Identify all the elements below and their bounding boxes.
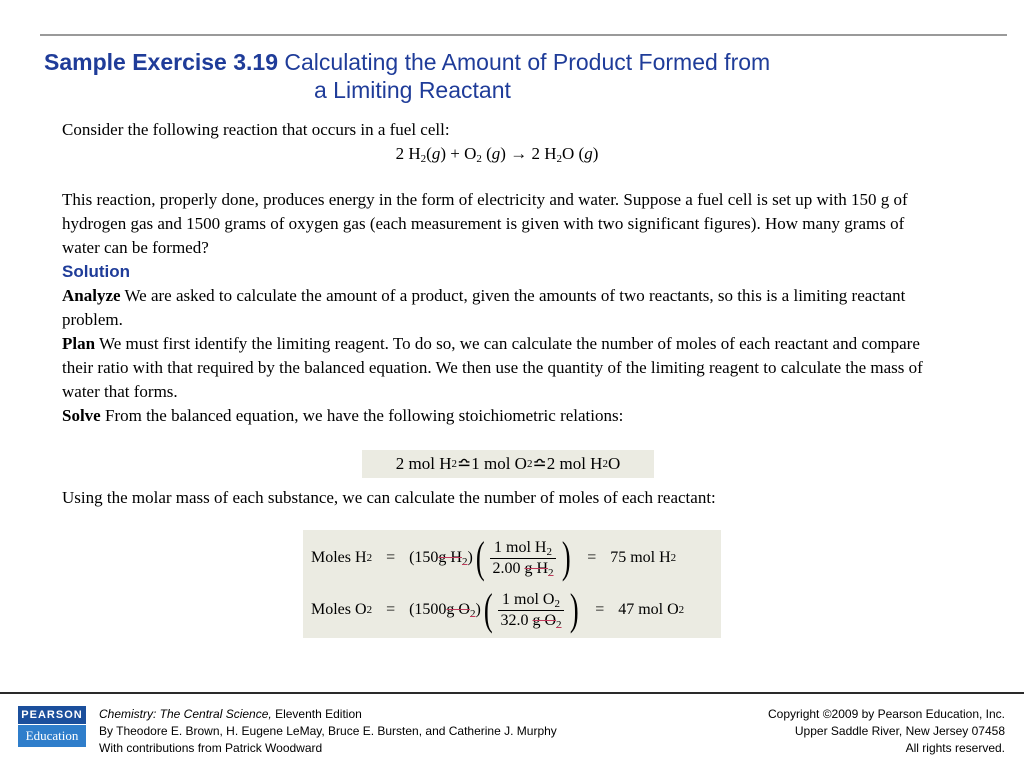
top-rule bbox=[40, 34, 1007, 36]
stoichiometric-relations-box: 2 mol H 2 ≏ 1 mol O 2 ≏ 2 mol H 2 O bbox=[362, 450, 654, 478]
exercise-label: Sample Exercise 3.19 bbox=[44, 49, 278, 75]
moles-h2-result: 75 mol H bbox=[610, 549, 671, 566]
title-line-2: a Limiting Reactant bbox=[314, 77, 511, 103]
solve-label: Solve bbox=[62, 406, 101, 425]
moles-h2-row: Moles H 2 = (150 g $H_2$ ) ( $\frac{1 mol H_2}{2.00 g H_2}$ ) = 75 mol H 2 bbox=[311, 533, 677, 582]
book-title: Chemistry: The Central Science, bbox=[99, 707, 272, 721]
solution-heading: Solution bbox=[62, 262, 130, 281]
plan-label: Plan bbox=[62, 334, 96, 353]
slide-body bbox=[62, 118, 932, 428]
analyze-paragraph: Analyze We are asked to calculate the amount of a product, given the amounts of two reactants, so this is a limiting reactant problem. bbox=[62, 286, 906, 329]
contributions: With contributions from Patrick Woodward bbox=[99, 741, 323, 755]
problem-text: This reaction, properly done, produces energy in the form of electricity and water. Suppose a fuel cell is set up with 150 g of hydrogen gas and 1500 grams of oxygen gas (each measurement is given with two significant figures). How many grams of water can be formed? bbox=[62, 190, 908, 257]
moles-o2-row: Moles O 2 = (1500 g $O_2$ ) ( $\frac{1 mol O_2}{32.0 g O_2}$ ) = 47 mol O 2 bbox=[311, 585, 685, 634]
reaction-equation: 2 $H_2(g) + O_2$ (g) → 2 $H_2O$ (g) bbox=[395, 144, 599, 165]
mole-calculation-box bbox=[303, 530, 721, 638]
title-line-1: Calculating the Amount of Product Formed from bbox=[284, 49, 771, 75]
copyright-notice: Copyright ©2009 by Pearson Education, Inc. Upper Saddle River, New Jersey 07458 All rights reserved. bbox=[768, 707, 1005, 755]
molar-mass-text: Using the molar mass of each substance, we can calculate the number of moles of each reactant: bbox=[62, 488, 716, 507]
book-credit: Chemistry: The Central Science, Eleventh Edition By Theodore E. Brown, H. Eugene LeMay, Bruce E. Bursten, and Catherine J. Murphy With contributions from Patrick Woodward bbox=[99, 707, 557, 755]
solve-paragraph: Solve From the balanced equation, we have the following stoichiometric relations: bbox=[62, 406, 624, 425]
conversion-fraction-o2: $\frac{1 mol O_2}{32.0 g O_2}$ bbox=[496, 591, 565, 630]
moles-o2-result: 47 mol O bbox=[618, 601, 679, 618]
slide-title bbox=[44, 48, 944, 104]
problem-intro: Consider the following reaction that occurs in a fuel cell: bbox=[62, 120, 450, 139]
footer-rule bbox=[0, 692, 1024, 694]
plan-paragraph: Plan We must first identify the limiting reagent. To do so, we can calculate the number of moles of each reactant and compare their ratio with that required by the balanced equation. We then use the quantity of the limiting reagent to calculate the mass of water that forms. bbox=[62, 334, 923, 401]
pearson-education-logo: PEARSON Education bbox=[18, 706, 86, 746]
analyze-label: Analyze bbox=[62, 286, 121, 305]
conversion-fraction-h2: $\frac{1 mol H_2}{2.00 g H_2}$ bbox=[488, 539, 557, 578]
authors: By Theodore E. Brown, H. Eugene LeMay, Bruce E. Bursten, and Catherine J. Murphy bbox=[99, 724, 557, 738]
